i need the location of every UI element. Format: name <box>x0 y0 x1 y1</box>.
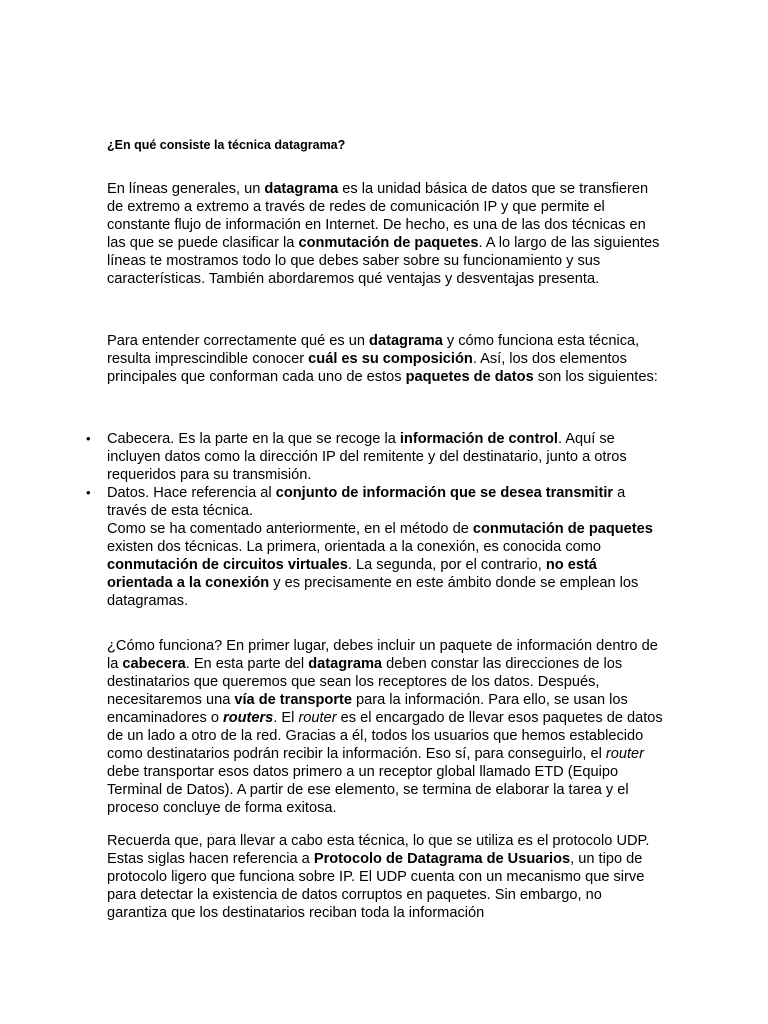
bold-term: datagrama <box>369 333 443 349</box>
text-run: son los siguientes: <box>533 369 658 385</box>
section-heading: ¿En qué consiste la técnica datagrama? <box>107 138 346 152</box>
text-run: Recuerda que, para llevar a cabo esta técnica, lo que se utiliza es el protocolo UDP. Estas siglas hacen referencia a <box>107 833 650 867</box>
text-run: es la unidad básica de datos que se transfieren de extremo a extremo a través de redes de comunicación IP y que permite el constante flujo de información en Internet. De hecho, es una de las dos técnicas en las que se puede clasificar la <box>107 181 649 251</box>
text-run: En líneas generales, un <box>107 181 265 197</box>
bold-term: conjunto de información que se desea transmitir <box>275 485 614 501</box>
bullet-icon: • <box>86 431 91 446</box>
italic-term: router <box>605 746 644 762</box>
text-run: . La segunda, por el contrario, <box>347 557 546 573</box>
how-it-works-paragraph <box>107 637 663 817</box>
elements-list <box>86 430 663 610</box>
bold-term: información de control <box>399 431 558 447</box>
bold-term: conmutación de paquetes <box>298 235 479 251</box>
intro-paragraph <box>107 180 663 288</box>
text-run: . Así, los dos elementos principales que conforman cada uno de estos <box>107 351 627 385</box>
bullet-icon: • <box>86 485 91 500</box>
text-run: Como se ha comentado anteriormente, en el método de <box>107 521 473 537</box>
text-run: existen dos técnicas. La primera, orientada a la conexión, es conocida como <box>107 539 602 555</box>
text-run: Datos. Hace referencia al <box>107 485 276 501</box>
bold-term: paquetes de datos <box>405 369 534 385</box>
text-run: y cómo funciona esta técnica, resulta imprescindible conocer <box>107 333 640 367</box>
bold-term: conmutación de paquetes <box>472 521 653 537</box>
list-item-cabecera <box>86 430 663 484</box>
bold-term: Protocolo de Datagrama de Usuarios <box>313 851 571 867</box>
bold-term: vía de transporte <box>234 692 352 708</box>
list-item-datos <box>86 484 663 610</box>
text-run: a través de esta técnica. <box>107 485 626 519</box>
text-run: ¿Cómo funciona? En primer lugar, debes incluir un paquete de información dentro de la <box>107 638 658 672</box>
bold-term: cabecera <box>122 656 186 672</box>
text-run: . En esta parte del <box>185 656 309 672</box>
bold-term: conmutación de circuitos virtuales <box>107 557 348 573</box>
text-run: es el encargado de llevar esos paquetes de datos de un lado a otro de la red. Gracias a él, todos los usuarios que hemos establecido como destinatarios podrán recibir la información. Eso sí, para conseguirlo, el <box>107 710 663 762</box>
text-run: para la información. Para ello, se usan los encaminadores o <box>107 692 628 726</box>
bold-term: datagrama <box>264 181 339 197</box>
text-run: Para entender correctamente qué es un <box>107 333 370 349</box>
text-run: . A lo largo de las siguientes líneas te mostramos todo lo que debes saber sobre su funcionamiento y sus características. También abordaremos qué ventajas y desventajas presenta. <box>107 235 660 287</box>
bold-italic-term: routers <box>223 710 274 726</box>
udp-paragraph <box>107 832 663 922</box>
text-run: , un tipo de protocolo ligero que funciona sobre IP. El UDP cuenta con un mecanismo que sirve para detectar la existencia de datos corruptos en paquetes. Sin embargo, no garantiza que los destinatarios reciban toda la información <box>107 851 645 921</box>
text-run: debe transportar esos datos primero a un receptor global llamado ETD (Equipo Terminal de Datos). A partir de ese elemento, se termina de elaborar la tarea y el proceso concluye de forma exitosa. <box>107 764 629 816</box>
bold-term: no está orientada a la conexión <box>107 557 597 591</box>
text-run: y es precisamente en este ámbito donde se emplean los datagramas. <box>107 575 639 609</box>
text-run: Cabecera. Es la parte en la que se recoge la <box>107 431 400 447</box>
text-run: . Aquí se incluyen datos como la dirección IP del remitente y del destinatario, junto a otros requeridos para su transmisión. <box>107 431 627 483</box>
text-run: . El <box>273 710 299 726</box>
composition-paragraph <box>107 332 663 386</box>
bold-term: datagrama <box>308 656 383 672</box>
text-run: deben constar las direcciones de los destinatarios que queremos que sean los receptores de los datos. Después, necesitaremos una <box>107 656 623 708</box>
italic-term: router <box>298 710 337 726</box>
bold-term: cuál es su composición <box>308 351 473 367</box>
